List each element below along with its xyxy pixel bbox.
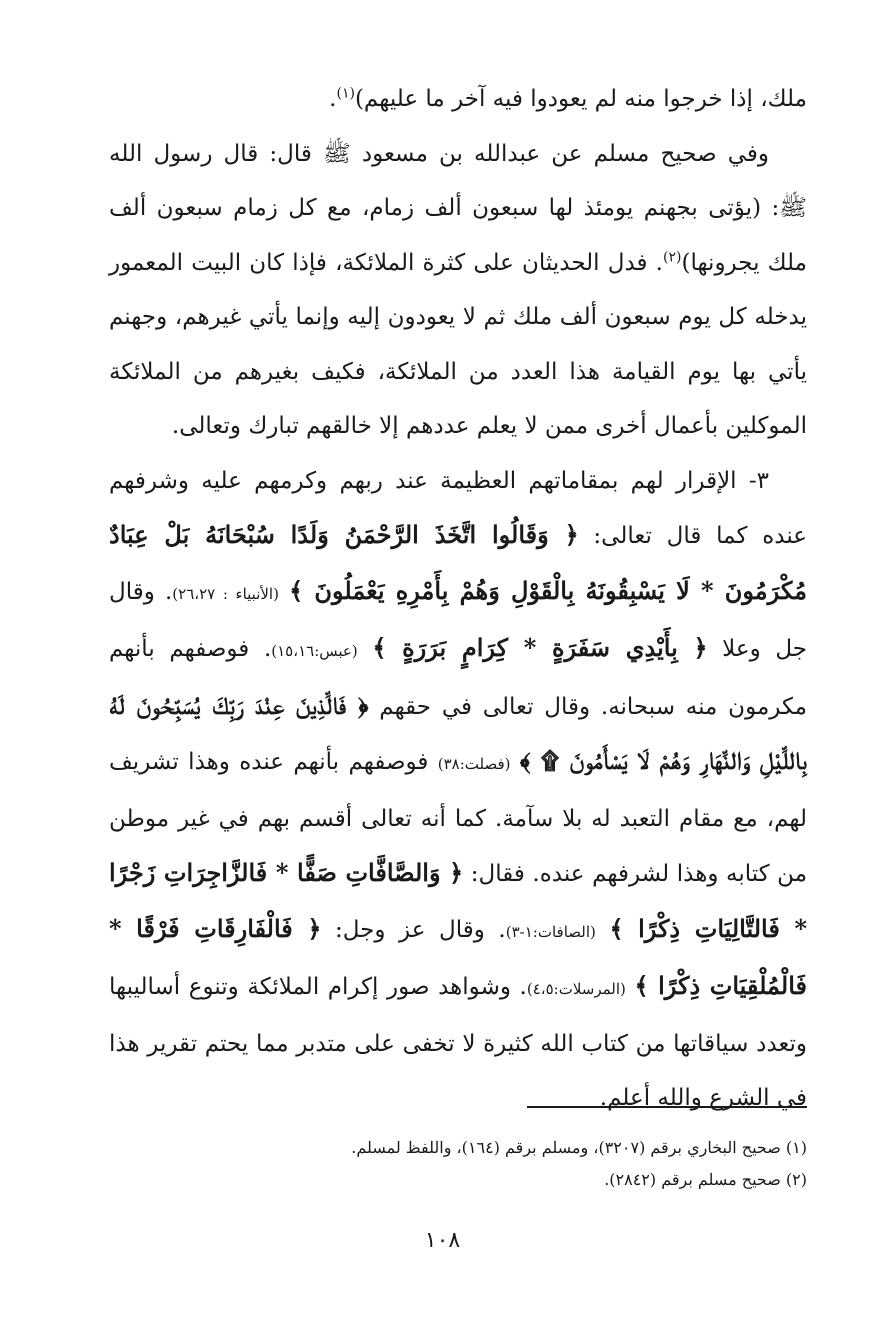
- footnote-1: (١) صحيح البخاري برقم (٣٢٠٧)، ومسلم برقم (١٦٤)، واللفظ لمسلم.: [351, 1138, 807, 1157]
- paragraph-1-end: .: [329, 86, 337, 112]
- verse-reference: (الصافات:١-٣): [505, 922, 596, 941]
- quran-verse-abasa: ﴿ بِأَيْدِي سَفَرَةٍ * كِرَامٍ بَرَرَةٍ ﴾: [372, 633, 708, 662]
- footnote-marker-1: (١): [336, 85, 355, 102]
- verse-reference: (المرسلات:٤،٥): [526, 980, 626, 998]
- footnote-2: (٢) صحيح مسلم برقم (٢٨٤٢).: [604, 1170, 807, 1189]
- quran-verse-mursalat: ﴿ فَالْفَارِقَاتِ فَرْقًا * فَالْمُلْقِيَاتِ ذِكْرًا ﴾: [109, 913, 807, 1000]
- paragraph-3-text: . وقال جل وعلا: [109, 578, 807, 662]
- paragraph-2-text: . فدل الحديثان على كثرة الملائكة، فإذا كان البيت المعمور يدخله كل يوم سبعون ألف ملك ثم لا يعودون إليه وإنما يأتي غيرهم، وجهنم يأتي بها يوم القيامة هذا العدد من الملائكة، فكيف بغيرهم من الملائكة الموكلين بأعمال أخرى ممن لا يعلم عددهم إلا خالقهم تبارك وتعالى.: [109, 249, 807, 439]
- footnote-divider: [527, 1106, 807, 1108]
- page-number: ١٠٨: [424, 1228, 461, 1253]
- paragraph-3-conclusion: . وشواهد صور إكرام الملائكة وتنوع أساليبها وتعدد سياقاتها من كتاب الله كثيرة لا تخفى على متدبر مما يحتم تقرير هذا في الشرع والله أعلم.: [109, 974, 807, 1111]
- quran-verse-saffat: ﴿ وَالصَّافَّاتِ صَفًّا * فَالزَّاجِرَاتِ زَجْرًا * فَالتَّالِيَاتِ ذِكْرًا ﴾: [109, 858, 807, 943]
- quran-verse-fussilat: ﴿ فَالَّذِينَ عِنْدَ رَبِّكَ يُسَبِّحُونَ لَهُ بِاللَّيْلِ وَالنَّهَارِ وَهُمْ لَا يَسْأَمُونَ ۩ ﴾: [109, 690, 808, 775]
- verse-reference: (عبس:١٥،١٦): [271, 642, 358, 660]
- verse-reference: (فصلت:٣٨): [437, 755, 511, 773]
- paragraph-1: [109, 72, 807, 127]
- paragraph-3-text: فوصفهم بأنهم عنده وهذا تشريف لهم، مع مقام التعبد له بلا سآمة. كما أنه تعالى أقسم بهم في غير موطن من كتابه وهذا لشرفهم عنده. فقال:: [109, 749, 808, 887]
- paragraph-3-intro: ٣- الإقرار لهم بمقاماتهم العظيمة عند ربهم وكرمهم عليه وشرفهم عنده كما قال تعالى:: [109, 467, 807, 549]
- hadith-text: وفي صحيح مسلم عن عبدالله بن مسعود ﷺ قال: قال رسول الله ﷺ: (يؤتى بجهنم يومئذ لها سبعون ألف زمام، مع كل زمام سبعون ألف ملك يجرونها): [109, 140, 807, 276]
- footnote-marker-2: (٢): [663, 248, 682, 265]
- paragraph-3-text: . وقال عز وجل:: [335, 916, 506, 943]
- main-text: [109, 72, 807, 1126]
- paragraph-2: [109, 127, 807, 454]
- verse-reference: (الأنبياء : ٢٦،٢٧): [172, 584, 279, 603]
- paragraph-3-text: . فوصفهم بأنهم مكرمون منه سبحانه. وقال تعالى في حقهم: [109, 636, 807, 720]
- paragraph-3: [109, 454, 807, 1126]
- quran-verse-anbiya: ﴿ وَقَالُوا اتَّخَذَ الرَّحْمَنُ وَلَدًا سُبْحَانَهُ بَلْ عِبَادٌ مُكْرَمُونَ * لَا يَسْبِقُونَهُ بِالْقَوْلِ وَهُمْ بِأَمْرِهِ يَعْمَلُونَ ﴾: [109, 520, 807, 605]
- footnotes: [109, 1132, 807, 1196]
- paragraph-1-text: ملك، إذا خرجوا منه لم يعودوا فيه آخر ما عليهم): [354, 86, 807, 112]
